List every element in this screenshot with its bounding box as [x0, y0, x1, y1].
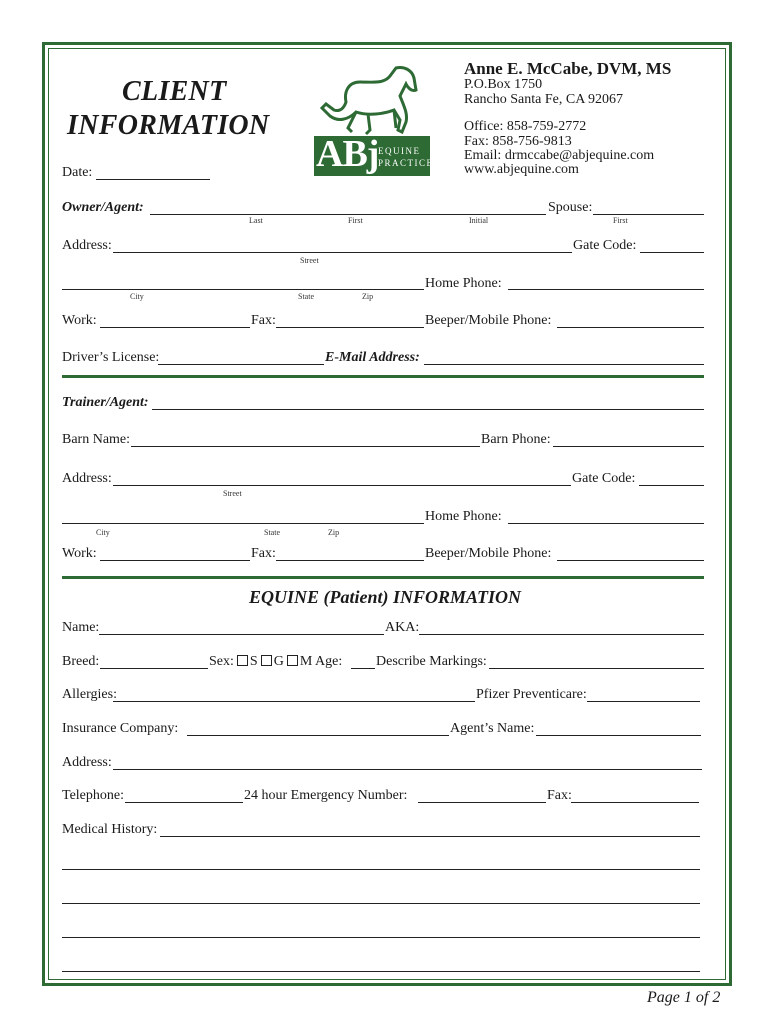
allergies-field[interactable] — [113, 701, 475, 702]
owner-beeper-label: Beeper/Mobile Phone: — [425, 313, 552, 328]
owner-first-caption: First — [348, 216, 363, 225]
pfizer-label: Pfizer Preventicare: — [476, 687, 587, 702]
trainer-fax-label: Fax: — [251, 546, 276, 561]
page-border-inner — [48, 48, 726, 980]
equine-address-field[interactable] — [113, 769, 702, 770]
website: www.abjequine.com — [464, 162, 579, 177]
equine-fax-label: Fax: — [547, 788, 572, 803]
sex-group — [209, 654, 342, 670]
owner-address-label: Address: — [62, 238, 112, 253]
medical-history-line-5[interactable] — [62, 971, 700, 972]
horse-name-field[interactable] — [99, 634, 384, 635]
owner-last-caption: Last — [249, 216, 263, 225]
barn-name-label: Barn Name: — [62, 432, 131, 447]
equine-section-heading: EQUINE (Patient) INFORMATION — [248, 587, 522, 607]
trainer-city-state-zip-field[interactable] — [62, 523, 424, 524]
owner-name-field[interactable] — [150, 214, 546, 215]
trainer-beeper-field[interactable] — [557, 560, 704, 561]
markings-field[interactable] — [489, 668, 704, 669]
fax-number: Fax: 858-756-9813 — [464, 134, 572, 149]
sex-m-label: M — [299, 654, 313, 669]
owner-beeper-field[interactable] — [557, 327, 704, 328]
owner-email-field[interactable] — [424, 364, 704, 365]
trainer-work-label: Work: — [62, 546, 97, 561]
breed-field[interactable] — [100, 668, 208, 669]
allergies-label: Allergies: — [62, 687, 117, 702]
owner-home-phone-label: Home Phone: — [425, 276, 502, 291]
owner-city-caption: City — [130, 292, 144, 301]
sex-g-checkbox[interactable] — [261, 655, 272, 666]
trainer-home-phone-field[interactable] — [508, 523, 704, 524]
pfizer-field[interactable] — [587, 701, 700, 702]
insurance-field[interactable] — [187, 735, 449, 736]
sex-s-checkbox[interactable] — [237, 655, 248, 666]
drivers-license-field[interactable] — [158, 364, 324, 365]
equine-address-label: Address: — [62, 755, 112, 770]
medical-history-line-2[interactable] — [62, 869, 700, 870]
owner-city-state-zip-field[interactable] — [62, 289, 424, 290]
owner-gate-code-label: Gate Code: — [573, 238, 637, 253]
owner-work-label: Work: — [62, 313, 97, 328]
equine-fax-field[interactable] — [571, 802, 699, 803]
trainer-fax-field[interactable] — [276, 560, 424, 561]
telephone-label: Telephone: — [62, 788, 124, 803]
logo-letters: ABj — [316, 133, 379, 175]
form-title-line1: CLIENT — [122, 76, 227, 107]
emergency-number-field[interactable] — [418, 802, 546, 803]
insurance-label: Insurance Company: — [62, 721, 179, 736]
owner-fax-label: Fax: — [251, 313, 276, 328]
owner-home-phone-field[interactable] — [508, 289, 704, 290]
city-state-zip: Rancho Santa Fe, CA 92067 — [464, 92, 624, 107]
trainer-gate-code-field[interactable] — [639, 485, 704, 486]
date-field[interactable] — [96, 179, 210, 180]
trainer-home-phone-label: Home Phone: — [425, 509, 502, 524]
trainer-state-caption: State — [264, 528, 280, 537]
breed-label: Breed: — [62, 654, 100, 669]
owner-fax-field[interactable] — [276, 327, 424, 328]
age-field[interactable] — [351, 668, 375, 669]
medical-history-line-4[interactable] — [62, 937, 700, 938]
section-divider-1 — [62, 375, 704, 378]
sex-g-label: G — [273, 654, 284, 669]
barn-name-field[interactable] — [131, 446, 480, 447]
trainer-name-field[interactable] — [152, 409, 704, 410]
medical-history-field[interactable] — [160, 836, 700, 837]
owner-zip-caption: Zip — [362, 292, 374, 301]
logo-line1: EQUINE — [378, 146, 421, 156]
barn-phone-field[interactable] — [553, 446, 704, 447]
trainer-city-caption: City — [96, 528, 110, 537]
form-title-line2: INFORMATION — [67, 110, 270, 141]
agent-name-label: Agent’s Name: — [450, 721, 535, 736]
section-divider-2 — [62, 576, 704, 579]
practice-logo — [308, 62, 432, 182]
agent-name-field[interactable] — [536, 735, 701, 736]
trainer-gate-code-label: Gate Code: — [572, 471, 636, 486]
aka-field[interactable] — [419, 634, 704, 635]
owner-state-caption: State — [298, 292, 314, 301]
drivers-license-label: Driver’s License: — [62, 350, 160, 365]
sex-label: Sex: — [209, 654, 234, 669]
aka-label: AKA: — [385, 620, 420, 635]
sex-m-checkbox[interactable] — [287, 655, 298, 666]
po-box: P.O.Box 1750 — [464, 77, 543, 92]
owner-gate-code-field[interactable] — [640, 252, 704, 253]
spouse-first-caption: First — [613, 216, 628, 225]
trainer-work-field[interactable] — [100, 560, 250, 561]
markings-label: Describe Markings: — [376, 654, 487, 669]
trainer-address-label: Address: — [62, 471, 112, 486]
medical-history-line-3[interactable] — [62, 903, 700, 904]
sex-s-label: S — [249, 654, 258, 669]
spouse-label: Spouse: — [548, 200, 593, 215]
barn-phone-label: Barn Phone: — [481, 432, 551, 447]
medical-history-label: Medical History: — [62, 822, 158, 837]
trainer-beeper-label: Beeper/Mobile Phone: — [425, 546, 552, 561]
logo-line2: PRACTICE — [378, 158, 434, 168]
trainer-address-field[interactable] — [113, 485, 571, 486]
doctor-name: Anne E. McCabe, DVM, MS — [464, 59, 672, 78]
page-number: Page 1 of 2 — [647, 989, 721, 1006]
owner-street-caption: Street — [300, 256, 319, 265]
office-phone: Office: 858-759-2772 — [464, 119, 587, 134]
emergency-number-label: 24 hour Emergency Number: — [244, 788, 408, 803]
spouse-field[interactable] — [593, 214, 704, 215]
owner-email-label: E-Mail Address: — [325, 350, 420, 365]
email-address: Email: drmccabe@abjequine.com — [464, 148, 655, 163]
age-label: Age: — [315, 654, 343, 669]
trainer-agent-label: Trainer/Agent: — [62, 395, 149, 410]
owner-initial-caption: Initial — [469, 216, 489, 225]
date-label: Date: — [62, 165, 93, 180]
telephone-field[interactable] — [125, 802, 243, 803]
horse-name-label: Name: — [62, 620, 100, 635]
trainer-street-caption: Street — [223, 489, 242, 498]
owner-address-field[interactable] — [113, 252, 572, 253]
owner-agent-label: Owner/Agent: — [62, 200, 144, 215]
trainer-zip-caption: Zip — [328, 528, 340, 537]
owner-work-field[interactable] — [100, 327, 250, 328]
